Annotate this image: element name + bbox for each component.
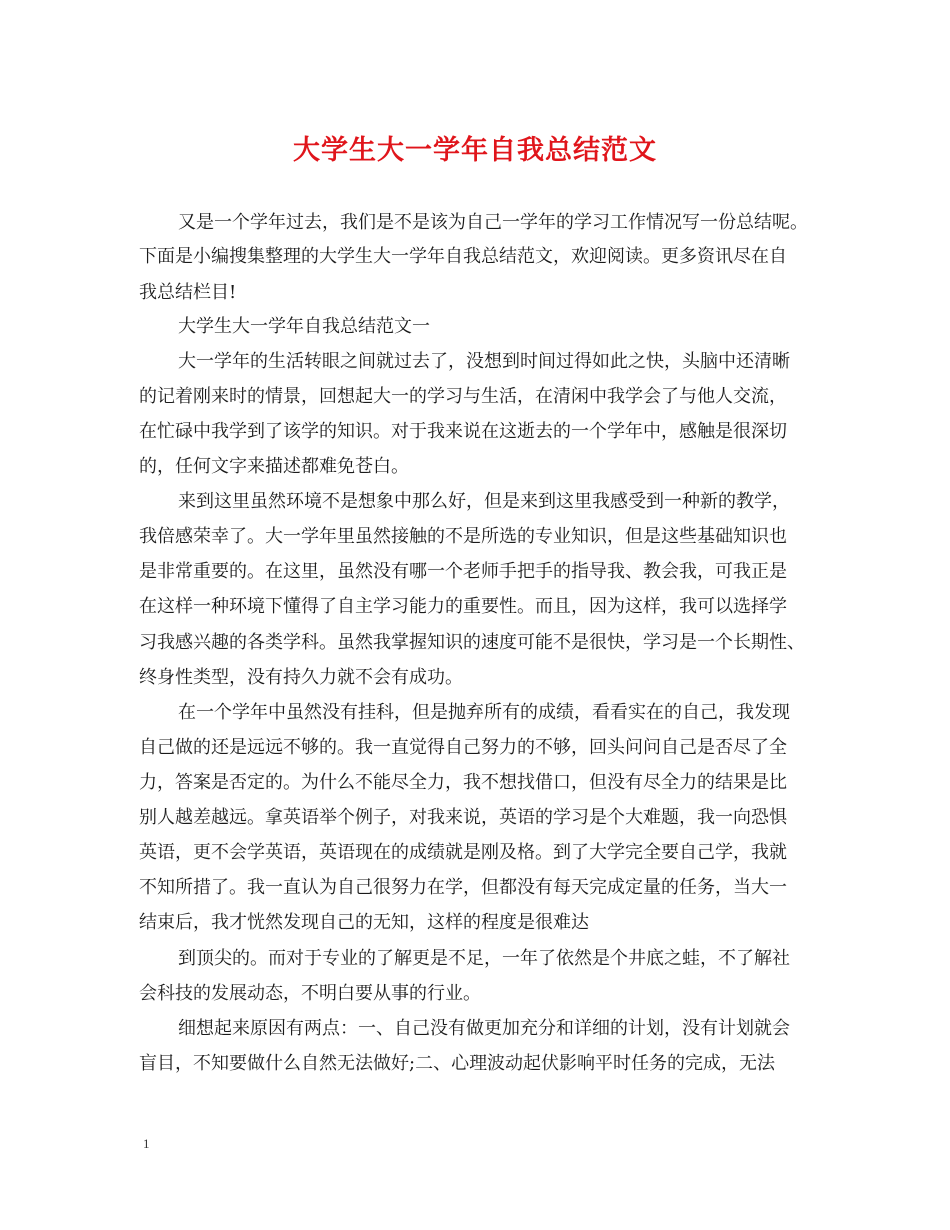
body-line: 别人越差越远。拿英语举个例子，对我来说，英语的学习是个大难题，我一向恐惧 [139,807,787,828]
body-line: 在一个学年中虽然没有挂科，但是抛弃所有的成绩，看看实在的自己，我发现 [178,702,790,723]
body-line: 英语，更不会学英语，英语现在的成绩就是刚及格。到了大学完全要自己学，我就 [139,842,787,863]
body-line: 是非常重要的。在这里，虽然没有哪一个老师手把手的指导我、教会我，可我正是 [139,561,787,582]
page-number: 1 [143,1136,150,1151]
body-line: 细想起来原因有两点：一、自己没有做更加充分和详细的计划，没有计划就会 [178,1018,790,1039]
body-line: 自己做的还是远远不够的。我一直觉得自己努力的不够，回头问问自己是否尽了全 [139,737,787,758]
body-line: 的，任何文字来描述都难免苍白。 [139,456,409,477]
body-line: 力，答案是否定的。为什么不能尽全力，我不想找借口，但没有尽全力的结果是比 [139,772,787,793]
body-line: 来到这里虽然环境不是想象中那么好，但是来到这里我感受到一种新的教学， [178,491,790,512]
body-line: 盲目，不知要做什么自然无法做好;二、心理波动起伏影响平时任务的完成，无法 [139,1053,776,1074]
section-heading: 大学生大一学年自我总结范文一 [178,316,430,337]
document-title: 大学生大一学年自我总结范文 [293,135,657,166]
body-line: 下面是小编搜集整理的大学生大一学年自我总结范文，欢迎阅读。更多资讯尽在自 [139,246,787,267]
body-line: 习我感兴趣的各类学科。虽然我掌握知识的速度可能不是很快，学习是一个长期性、 [139,632,805,653]
body-line: 大一学年的生活转眼之间就过去了，没想到时间过得如此之快，头脑中还清晰 [178,351,790,372]
body-line: 我总结栏目! [139,282,237,303]
body-line: 在这样一种环境下懂得了自主学习能力的重要性。而且，因为这样，我可以选择学 [139,596,787,617]
body-line: 终身性类型，没有持久力就不会有成功。 [139,667,463,688]
body-line: 不知所措了。我一直认为自己很努力在学，但都没有每天完成定量的任务，当大一 [139,877,787,898]
body-line: 又是一个学年过去，我们是不是该为自己一学年的学习工作情况写一份总结呢。 [178,212,808,233]
body-line: 到顶尖的。而对于专业的了解更是不足，一年了依然是个井底之蛙，不了解社 [178,948,790,969]
body-line: 在忙碌中我学到了该学的知识。对于我来说在这逝去的一个学年中，感触是很深切 [139,421,787,442]
body-line: 会科技的发展动态，不明白要从事的行业。 [139,983,481,1004]
body-line: 的记着刚来时的情景，回想起大一的学习与生活，在清闲中我学会了与他人交流， [139,386,787,407]
body-line: 我倍感荣幸了。大一学年里虽然接触的不是所选的专业知识，但是这些基础知识也 [139,526,787,547]
body-line: 结束后，我才恍然发现自己的无知，这样的程度是很难达 [139,912,589,933]
